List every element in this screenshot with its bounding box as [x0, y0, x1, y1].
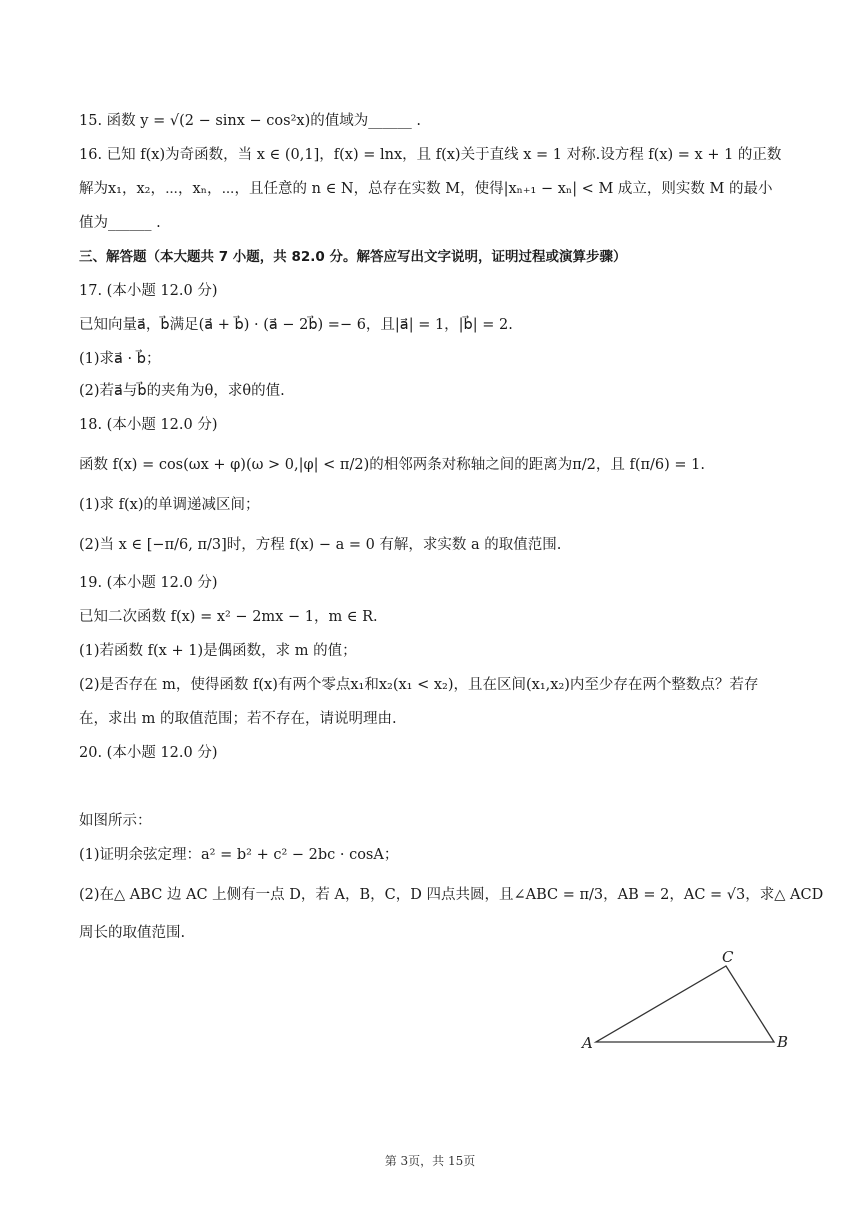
line-q17c: (2)若a⃗与b⃗的夹角为θ，求θ的值. [79, 383, 285, 399]
line-q20b: (1)证明余弦定理：a² = b² + c² − 2bc · cosA； [79, 847, 399, 863]
line-q15: 15. 函数 y = √(2 − sinx − cos²x)的值域为______ . [79, 113, 421, 129]
line-q20h: 20. (本小题 12.0 分) [79, 745, 218, 761]
line-q18b: (1)求 f(x)的单调递减区间； [79, 497, 260, 513]
line-q19b: (1)若函数 f(x + 1)是偶函数，求 m 的值； [79, 643, 357, 659]
line-q20c: (2)在△ ABC 边 AC 上侧有一点 D，若 A，B，C，D 四点共圆，且∠ABC = π/3，AB = 2，AC = √3，求△ ACD [79, 887, 824, 903]
line-q16b: 解为x₁，x₂，⋯，xₙ，⋯，且任意的 n ∈ N，总存在实数 M，使得|xₙ₊₁ − xₙ| < M 成立，则实数 M 的最小 [79, 181, 773, 197]
vertex-label-a: A [582, 1034, 593, 1052]
line-q16a: 16. 已知 f(x)为奇函数，当 x ∈ (0,1]，f(x) = lnx，且 f(x)关于直线 x = 1 对称.设方程 f(x) = x + 1 的正数 [79, 147, 782, 163]
line-q18h: 18. (本小题 12.0 分) [79, 417, 218, 433]
line-q18c: (2)当 x ∈ [−π/6, π/3]时，方程 f(x) − a = 0 有解，求实数 a 的取值范围. [79, 537, 562, 553]
line-q17h: 17. (本小题 12.0 分) [79, 283, 218, 299]
triangle-figure [576, 944, 806, 1064]
section-heading: 三、解答题（本大题共 7 小题，共 82.0 分。解答应写出文字说明，证明过程或演算步骤） [79, 249, 627, 265]
line-q17b: (1)求a⃗ · b⃗； [79, 351, 161, 367]
line-q17a: 已知向量a⃗，b⃗满足(a⃗ + b⃗) · (a⃗ − 2b⃗) =− 6，且|a⃗| = 1，|b⃗| = 2. [79, 317, 513, 333]
line-q19d: 在，求出 m 的取值范围；若不存在，请说明理由. [79, 711, 397, 727]
triangle-abc [596, 966, 774, 1042]
line-q19a: 已知二次函数 f(x) = x² − 2mx − 1，m ∈ R. [79, 609, 378, 625]
vertex-label-c: C [722, 948, 734, 966]
line-q20d: 周长的取值范围. [79, 925, 186, 941]
vertex-label-b: B [777, 1033, 789, 1051]
line-q19h: 19. (本小题 12.0 分) [79, 575, 218, 591]
line-q16c: 值为______ . [79, 215, 161, 231]
page-footer: 第 3页，共 15页 [384, 1154, 476, 1168]
line-q20a: 如图所示： [79, 813, 152, 829]
line-q19c: (2)是否存在 m，使得函数 f(x)有两个零点x₁和x₂(x₁ < x₂)，且在区间(x₁,x₂)内至少存在两个整数点？若存 [79, 677, 759, 693]
line-q18a: 函数 f(x) = cos(ωx + φ)(ω > 0,|φ| < π/2)的相邻两条对称轴之间的距离为π/2，且 f(π/6) = 1. [79, 457, 706, 473]
